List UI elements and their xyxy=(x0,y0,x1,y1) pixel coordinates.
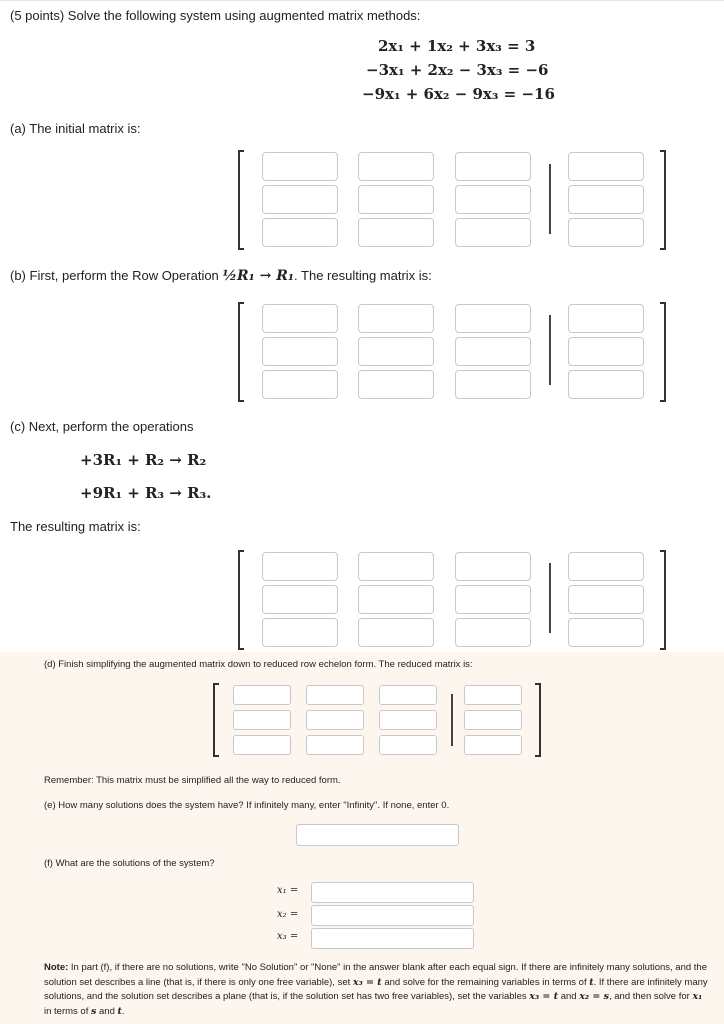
matrix-c-r2c4-input[interactable] xyxy=(568,585,644,614)
note-var: t xyxy=(117,1005,122,1017)
part-b-label xyxy=(10,268,432,284)
matrix-right-bracket xyxy=(660,550,666,650)
matrix-c-r1c3-input[interactable] xyxy=(455,552,531,581)
note-text: and xyxy=(558,991,580,1002)
part-b-row-operation: ½R₁ → R₁ xyxy=(222,268,295,284)
matrix-c-r2c2-input[interactable] xyxy=(358,585,434,614)
matrix-c-r3c1-input[interactable] xyxy=(262,618,338,647)
note-var: x₃ = t xyxy=(529,991,559,1002)
matrix-a-r3c1-input[interactable] xyxy=(262,218,338,247)
matrix-d-r3c2-input[interactable] xyxy=(306,735,364,755)
augment-divider xyxy=(549,164,551,234)
note-var: t xyxy=(589,976,594,988)
part-b-text: (b) First, perform the Row Operation xyxy=(10,268,223,283)
note-text: , and then solve for xyxy=(608,991,693,1002)
part-f-label: (f) What are the solutions of the system? xyxy=(44,858,215,869)
matrix-c-r2c1-input[interactable] xyxy=(262,585,338,614)
augment-divider xyxy=(451,694,453,746)
equation-3: −9x₁ + 6x₂ − 9x₃ = −16 xyxy=(362,85,555,103)
part-e-solution-count-input[interactable] xyxy=(296,824,459,846)
matrix-d-r1c3-input[interactable] xyxy=(379,685,437,705)
matrix-d-r1c2-input[interactable] xyxy=(306,685,364,705)
matrix-right-bracket xyxy=(660,302,666,402)
matrix-b-r1c2-input[interactable] xyxy=(358,304,434,333)
matrix-b-r3c1-input[interactable] xyxy=(262,370,338,399)
part-d-reminder: Remember: This matrix must be simplified all the way to reduced form. xyxy=(44,775,341,786)
matrix-a-r1c2-input[interactable] xyxy=(358,152,434,181)
x2-answer-input[interactable] xyxy=(311,905,474,926)
note-text: and solve for the remaining variables in terms of xyxy=(381,976,590,988)
matrix-c-r1c1-input[interactable] xyxy=(262,552,338,581)
part-c-operation-2: +9R₁ + R₃ → R₃. xyxy=(80,484,212,502)
matrix-d-r2c3-input[interactable] xyxy=(379,710,437,730)
augment-divider xyxy=(549,563,551,633)
note-text: in terms of xyxy=(44,1005,91,1017)
part-a-label: (a) The initial matrix is: xyxy=(10,121,141,136)
matrix-a-r2c1-input[interactable] xyxy=(262,185,338,214)
equation-1: 2x₁ + 1x₂ + 3x₃ = 3 xyxy=(378,37,536,55)
matrix-d-r2c4-input[interactable] xyxy=(464,710,522,730)
matrix-d-r2c2-input[interactable] xyxy=(306,710,364,730)
note-var: s xyxy=(91,1005,97,1017)
matrix-b-r3c4-input[interactable] xyxy=(568,370,644,399)
part-b-text-after: . The resulting matrix is: xyxy=(294,268,432,283)
matrix-a-r1c1-input[interactable] xyxy=(262,152,338,181)
matrix-d-r3c1-input[interactable] xyxy=(233,735,291,755)
matrix-b-r2c2-input[interactable] xyxy=(358,337,434,366)
part-c-label: (c) Next, perform the operations xyxy=(10,419,194,434)
matrix-a-r2c4-input[interactable] xyxy=(568,185,644,214)
note-text: . If there are infinitely many solutions, and the solution set describes a plane (that is, if the solution set has two free variables), set the variables xyxy=(44,976,708,1002)
matrix-b-r1c4-input[interactable] xyxy=(568,304,644,333)
note-var: x₃ = t xyxy=(352,976,382,988)
x2-label: x₂ = xyxy=(277,909,299,920)
matrix-a-r3c4-input[interactable] xyxy=(568,218,644,247)
matrix-left-bracket xyxy=(238,150,244,250)
matrix-left-bracket xyxy=(238,302,244,402)
matrix-c-r2c3-input[interactable] xyxy=(455,585,531,614)
equation-2: −3x₁ + 2x₂ − 3x₃ = −6 xyxy=(366,61,549,79)
matrix-right-bracket xyxy=(535,683,541,757)
matrix-a-r2c2-input[interactable] xyxy=(358,185,434,214)
matrix-d-r1c1-input[interactable] xyxy=(233,685,291,705)
matrix-c-r3c3-input[interactable] xyxy=(455,618,531,647)
matrix-a-r2c3-input[interactable] xyxy=(455,185,531,214)
note-text: and xyxy=(96,1005,118,1017)
matrix-b-r2c1-input[interactable] xyxy=(262,337,338,366)
part-c-result-label: The resulting matrix is: xyxy=(10,519,141,534)
x3-label: x₃ = xyxy=(277,931,299,942)
matrix-a-r1c4-input[interactable] xyxy=(568,152,644,181)
matrix-d-r2c1-input[interactable] xyxy=(233,710,291,730)
note-text: . xyxy=(121,1005,125,1017)
matrix-c-r1c2-input[interactable] xyxy=(358,552,434,581)
matrix-d-r3c3-input[interactable] xyxy=(379,735,437,755)
matrix-left-bracket xyxy=(238,550,244,650)
part-e-label: (e) How many solutions does the system have? If infinitely many, enter "Infinity". If none, enter 0. xyxy=(44,800,450,811)
instructions-note xyxy=(44,961,708,1019)
x1-answer-input[interactable] xyxy=(311,882,474,903)
question-title: (5 points) Solve the following system using augmented matrix methods: xyxy=(10,8,421,23)
augment-divider xyxy=(549,315,551,385)
matrix-right-bracket xyxy=(660,150,666,250)
matrix-d-r3c4-input[interactable] xyxy=(464,735,522,755)
matrix-d-r1c4-input[interactable] xyxy=(464,685,522,705)
matrix-c-r1c4-input[interactable] xyxy=(568,552,644,581)
matrix-b-r2c4-input[interactable] xyxy=(568,337,644,366)
note-heading: Note: xyxy=(44,962,69,973)
matrix-b-r1c1-input[interactable] xyxy=(262,304,338,333)
matrix-c-r3c2-input[interactable] xyxy=(358,618,434,647)
note-var: x₁ xyxy=(692,991,703,1002)
x3-answer-input[interactable] xyxy=(311,928,474,949)
matrix-left-bracket xyxy=(213,683,219,757)
matrix-b-r2c3-input[interactable] xyxy=(455,337,531,366)
matrix-a-r3c2-input[interactable] xyxy=(358,218,434,247)
part-c-operation-1: +3R₁ + R₂ → R₂ xyxy=(80,451,207,469)
matrix-b-r1c3-input[interactable] xyxy=(455,304,531,333)
matrix-b-r3c3-input[interactable] xyxy=(455,370,531,399)
part-d-label: (d) Finish simplifying the augmented matrix down to reduced row echelon form. The reduced matrix is: xyxy=(44,659,473,670)
note-text: In part (f), if there are no solutions, write "No Solution" or "None" in the answer blank after each equal sign. If there are infinitely many solutions, and the solution set describes a line (that is, if there is only one free variable), set xyxy=(44,962,707,988)
matrix-a-r3c3-input[interactable] xyxy=(455,218,531,247)
matrix-b-r3c2-input[interactable] xyxy=(358,370,434,399)
matrix-a-r1c3-input[interactable] xyxy=(455,152,531,181)
matrix-c-r3c4-input[interactable] xyxy=(568,618,644,647)
x1-label: x₁ = xyxy=(277,885,299,896)
note-var: x₂ = s xyxy=(579,991,609,1002)
